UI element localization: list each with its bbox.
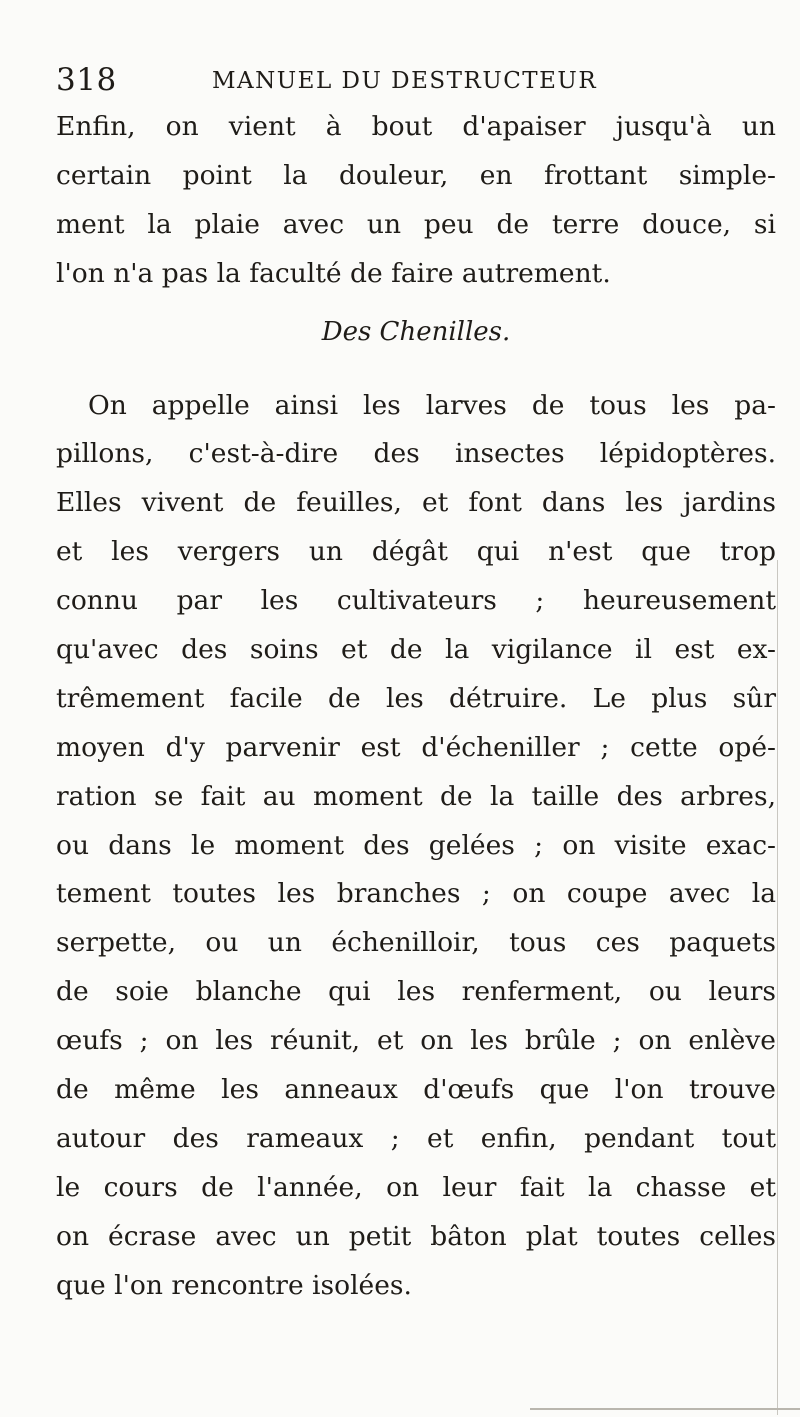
paragraph-line: ration se fait au moment de la taille des arbres,	[56, 780, 776, 812]
paragraph-line: de même les anneaux d'œufs que l'on trouve	[56, 1074, 776, 1106]
paragraph-line: On appelle ainsi les larves de tous les pa-	[88, 389, 776, 421]
paragraph-line: Elles vivent de feuilles, et font dans les jardins	[56, 487, 776, 519]
paragraph-line: et les vergers un dégât qui n'est que trop	[56, 536, 776, 568]
paragraph-line: pillons, c'est-à-dire des insectes lépidoptères.	[56, 438, 776, 470]
paragraph-line: tement toutes les branches ; on coupe avec la	[56, 878, 776, 910]
paragraph-line: moyen d'y parvenir est d'écheniller ; cette opé-	[56, 731, 776, 763]
paragraph-line: serpette, ou un échenilloir, tous ces paquets	[56, 927, 776, 959]
page-bottom-divider	[530, 1408, 800, 1410]
paragraph-line: connu par les cultivateurs ; heureusement	[56, 585, 776, 617]
paragraph-line: que l'on rencontre isolées.	[56, 1269, 412, 1301]
paragraph-line: autour des rameaux ; et enfin, pendant tout	[56, 1122, 776, 1154]
paragraph-2	[56, 382, 776, 1311]
paragraph-line: l'on n'a pas la faculté de faire autrement.	[56, 257, 611, 289]
running-header	[56, 62, 756, 102]
body-text	[56, 103, 776, 1310]
running-title: MANUEL DU DESTRUCTEUR	[212, 68, 598, 94]
page-edge-divider	[777, 560, 778, 1415]
section-heading: Des Chenilles.	[321, 316, 511, 347]
paragraph-line: œufs ; on les réunit, et on les brûle ; on enlève	[56, 1025, 776, 1057]
page-number: 318	[56, 62, 117, 98]
paragraph-line: qu'avec des soins et de la vigilance il est ex-	[56, 634, 776, 666]
paragraph-line: on écrase avec un petit bâton plat toutes celles	[56, 1220, 776, 1252]
paragraph-line: le cours de l'année, on leur fait la chasse et	[56, 1171, 776, 1203]
paragraph-line: de soie blanche qui les renferment, ou leurs	[56, 976, 776, 1008]
paragraph-line: Enfin, on vient à bout d'apaiser jusqu'à un	[56, 111, 776, 142]
paragraph-line: trêmement facile de les détruire. Le plus sûr	[56, 682, 776, 714]
paragraph-line: ou dans le moment des gelées ; on visite exac-	[56, 829, 776, 861]
paragraph-1	[56, 103, 776, 299]
paragraph-line: ment la plaie avec un peu de terre douce, si	[56, 208, 776, 240]
paragraph-line: certain point la douleur, en frottant simple-	[56, 159, 776, 191]
